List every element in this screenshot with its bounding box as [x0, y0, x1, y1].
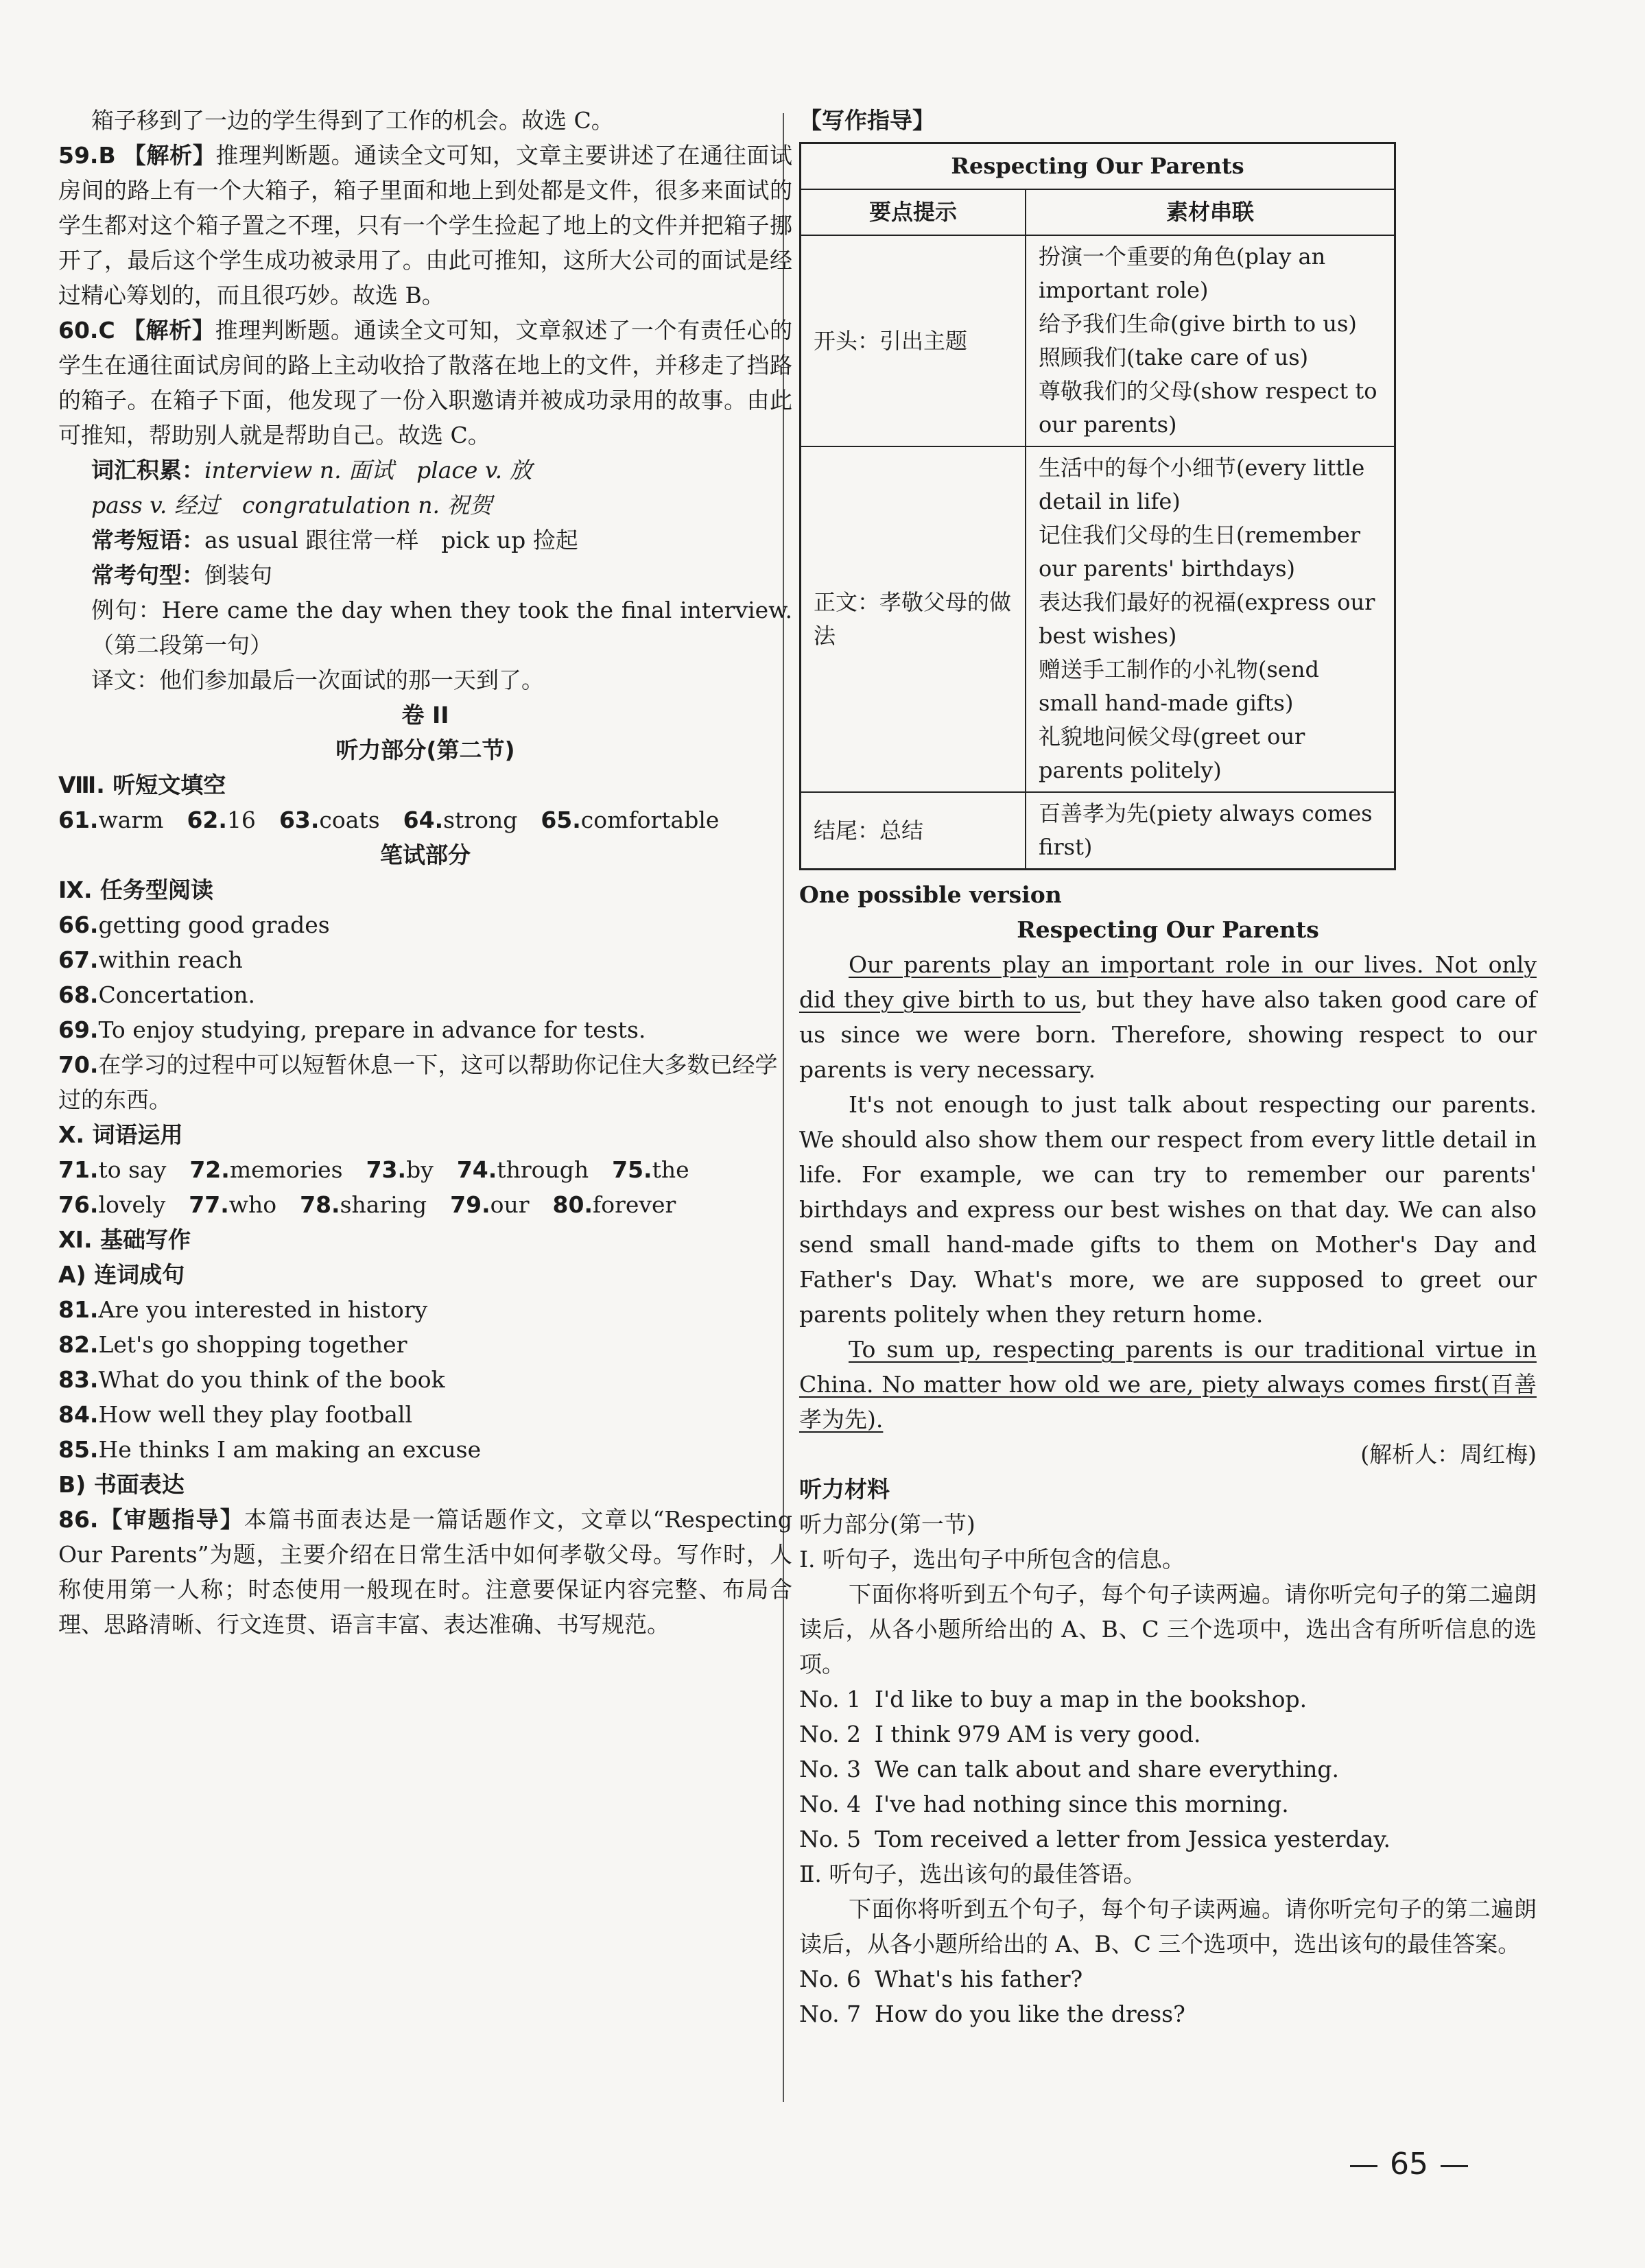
answer-line [58, 1327, 792, 1362]
answer-number: 81. [58, 1296, 99, 1323]
answer-number: 78. [300, 1191, 340, 1218]
material-item: 给予我们生命(give birth to us) [1039, 311, 1357, 337]
table-material-cell [1026, 235, 1395, 446]
table-point-cell: 正文：孝敬父母的做法 [801, 446, 1026, 792]
answer-text: He thinks I am making an excuse [98, 1436, 482, 1463]
table-material-cell [1026, 792, 1395, 870]
answer-number: 80. [552, 1191, 593, 1218]
answer-item [457, 1156, 589, 1183]
section-9-list [58, 907, 792, 1117]
section-10-row-2 [58, 1187, 792, 1222]
listening-item [799, 1961, 1537, 1996]
answer-text: To enjoy studying, prepare in advance for tests. [98, 1016, 646, 1043]
answer-line [58, 1292, 792, 1327]
example-line: 例句：Here came the day when they took the final interview.（第二段第一句） [91, 597, 792, 658]
answer-text: through [497, 1156, 589, 1183]
phrase-line: 常考短语：as usual 跟往常一样 pick up 捡起 [91, 527, 578, 553]
essay-paragraph-1: Our parents play an important role in our lives. Not only did they give birth to us, but they have also taken good care of us since we were born. Therefore, showing respect to our parents is very necessary. [799, 951, 1537, 1083]
item-text: Tom received a letter from Jessica yesterday. [875, 1826, 1391, 1852]
table-header-materials: 素材串联 [1026, 189, 1395, 235]
section-10-row-1 [58, 1152, 792, 1187]
translation-line: 译文：他们参加最后一次面试的那一天到了。 [91, 667, 544, 693]
section-8-answers [58, 802, 792, 837]
answer-text: within reach [98, 946, 243, 973]
answer-number: 61. [58, 807, 99, 833]
section-11-b-heading: B) 书面表达 [58, 1471, 185, 1498]
vocab-line: 词汇积累：interview n. 面试 place v. 放 [91, 457, 532, 484]
vocab-line-2: pass v. 经过 congratulation n. 祝贺 [91, 492, 493, 518]
item-text: I think 979 AM is very good. [875, 1721, 1201, 1747]
left-column [58, 103, 792, 1642]
section-11-list [58, 1292, 792, 1467]
answer-number: 72. [189, 1156, 230, 1183]
written-part-heading: 笔试部分 [380, 841, 471, 868]
section-8-heading: Ⅷ. 听短文填空 [58, 772, 226, 798]
answer-item [58, 807, 163, 833]
answer-text: lovely [98, 1191, 166, 1218]
answer-text: 16 [226, 807, 256, 833]
answer-text: forever [593, 1191, 676, 1218]
answer-text: warm [98, 807, 164, 833]
answer-59: 59.B 【解析】推理判断题。通读全文可知，文章主要讲述了在通往面试房间的路上有一个大箱子，箱子里面和地上到处都是文件，很多来面试的学生都对这个箱子置之不理，只有一个学生捡起了地上的文件并把箱子挪开了，最后这个学生成功被录用了。由此可推知，这所大公司的面试是经过精心筹划的，而且很巧妙。故选 B。 [58, 142, 792, 309]
listening-item [799, 1996, 1537, 2031]
item-number: No. 6 [799, 1966, 862, 1992]
listening-item [799, 1787, 1537, 1822]
table-title: Respecting Our Parents [801, 143, 1395, 190]
answer-number: 64. [403, 807, 444, 833]
answer-number: 70. [58, 1051, 99, 1078]
essay-paragraph-3: To sum up, respecting parents is our traditional virtue in China. No matter how old we are, piety always comes first(百善孝为先). [799, 1336, 1537, 1433]
item-number: No. 7 [799, 2001, 862, 2027]
answer-number: 83. [58, 1366, 99, 1393]
answer-text: Concertation. [98, 981, 255, 1008]
answer-number: 85. [58, 1436, 99, 1463]
table-point-cell: 结尾：总结 [801, 792, 1026, 870]
answer-text: sharing [340, 1191, 427, 1218]
section-2-items [799, 1961, 1537, 2031]
sentence-line: 常考句型：倒装句 [91, 562, 272, 588]
version-label: One possible version [799, 881, 1062, 908]
answer-number: 67. [58, 946, 99, 973]
answer-text: coats [319, 807, 380, 833]
answer-item [58, 1191, 165, 1218]
listening-item [799, 1752, 1537, 1787]
section-2-instructions: 下面你将听到五个句子，每个句子读两遍。请你听完句子的第二遍朗读后，从各小题所给出的 A、B、C 三个选项中，选出该句的最佳答案。 [799, 1896, 1537, 1957]
answer-item [403, 807, 518, 833]
listening-item [799, 1822, 1537, 1857]
answer-text: Let's go shopping together [98, 1331, 407, 1358]
answer-number: 84. [58, 1401, 99, 1428]
answer-text: comfortable [580, 807, 720, 833]
answer-text: How well they play football [98, 1401, 413, 1428]
material-item: 赠送手工制作的小礼物(send small hand-made gifts) [1039, 656, 1319, 716]
answer-text: our [490, 1191, 530, 1218]
material-item: 礼貌地问候父母(greet our parents politely) [1039, 724, 1305, 783]
essay-paragraph-2: It's not enough to just talk about respecting our parents. We should also show them our respect from every little detail in life. For example, we can try to remember our parents' birthdays and express our best wishes on that day. We can also send small hand-made gifts to them on Mother's Day and Father's Day. What's more, we are supposed to greet our parents politely when they return home. [799, 1091, 1537, 1328]
item-text: What's his father? [875, 1966, 1083, 1992]
material-item: 尊敬我们的父母(show respect to our parents) [1039, 378, 1377, 438]
section-11-heading: Ⅺ. 基础写作 [58, 1226, 191, 1253]
item-number: No. 5 [799, 1826, 862, 1852]
answer-number: 74. [456, 1156, 497, 1183]
answer-number: 75. [612, 1156, 652, 1183]
dash-right [1441, 2165, 1468, 2167]
answer-text: What do you think of the book [98, 1366, 445, 1393]
answer-text: who [228, 1191, 277, 1218]
answer-item [612, 1156, 689, 1183]
dash-left [1350, 2165, 1377, 2167]
analyst-credit: (解析人：周红梅) [1360, 1441, 1537, 1468]
item-number: No. 3 [799, 1756, 862, 1782]
answer-number: 76. [58, 1191, 99, 1218]
answer-text: memories [229, 1156, 343, 1183]
material-item: 生活中的每个小细节(every little detail in life) [1039, 455, 1365, 514]
answer-line [58, 1047, 792, 1117]
section-11-a-heading: A) 连词成句 [58, 1261, 185, 1288]
answer-text: Are you interested in history [98, 1296, 428, 1323]
answer-text: to say [98, 1156, 167, 1183]
answer-number: 62. [187, 807, 227, 833]
essay-title: Respecting Our Parents [1017, 916, 1319, 943]
answer-text: strong [443, 807, 518, 833]
answer-number: 79. [450, 1191, 490, 1218]
answer-item [279, 807, 380, 833]
material-item: 扮演一个重要的角色(play an important role) [1039, 243, 1326, 303]
table-point-cell: 开头：引出主题 [801, 235, 1026, 446]
answer-text: the [652, 1156, 689, 1183]
item-text: We can talk about and share everything. [875, 1756, 1340, 1782]
answer-line [58, 1362, 792, 1397]
page-number: 65 [1338, 2147, 1480, 2182]
answer-text: getting good grades [98, 911, 330, 938]
item-text: I'd like to buy a map in the bookshop. [875, 1686, 1307, 1712]
section-9-heading: Ⅸ. 任务型阅读 [58, 876, 214, 903]
answer-86: 86.【审题指导】本篇书面表达是一篇话题作文，文章以“Respecting Our Parents”为题，主要介绍在日常生活中如何孝敬父母。写作时，人称使用第一人称；时态使用一般现在时。注意要保证内容完整、布局合理、思路清晰、行文连贯、语言丰富、表达准确、书写规范。 [58, 1506, 792, 1638]
answer-item [300, 1191, 427, 1218]
answer-number: 77. [189, 1191, 229, 1218]
listening-part2-heading: 听力部分(第二节) [335, 737, 515, 763]
item-text: I've had nothing since this morning. [875, 1791, 1289, 1817]
answer-item [58, 1156, 166, 1183]
answer-number: 71. [58, 1156, 99, 1183]
material-item: 百善孝为先(piety always comes first) [1039, 800, 1373, 860]
section-1-items [799, 1682, 1537, 1857]
right-column [799, 103, 1537, 2031]
answer-line [58, 907, 792, 942]
answer-item [553, 1191, 676, 1218]
item-number: No. 1 [799, 1686, 862, 1712]
answer-item [189, 1191, 276, 1218]
answer-item [450, 1191, 529, 1218]
writing-guide-table [799, 142, 1396, 870]
answer-line [58, 1012, 792, 1047]
answer-item [366, 1156, 434, 1183]
listening-part1-heading: 听力部分(第一节) [799, 1511, 975, 1538]
answer-number: 63. [279, 807, 320, 833]
table-material-cell [1026, 446, 1395, 792]
section-2-heading: Ⅱ. 听句子，选出该句的最佳答语。 [799, 1861, 1146, 1887]
answer-line [58, 1432, 792, 1467]
item-number: No. 4 [799, 1791, 862, 1817]
answer-item [187, 807, 255, 833]
listening-item [799, 1682, 1537, 1717]
listening-material-heading: 听力材料 [799, 1476, 890, 1503]
section-1-heading: Ⅰ. 听句子，选出句子中所包含的信息。 [799, 1546, 1185, 1573]
listening-item [799, 1717, 1537, 1752]
paragraph: 箱子移到了一边的学生得到了工作的机会。故选 C。 [91, 107, 614, 134]
answer-60: 60.C 【解析】推理判断题。通读全文可知，文章叙述了一个有责任心的学生在通往面试房间的路上主动收拾了散落在地上的文件，并移走了挡路的箱子。在箱子下面，他发现了一份入职邀请并被成功录用的故事。由此可推知，帮助别人就是帮助自己。故选 C。 [58, 317, 793, 449]
material-item: 表达我们最好的祝福(express our best wishes) [1039, 589, 1375, 649]
answer-number: 65. [541, 807, 581, 833]
item-text: How do you like the dress? [875, 2001, 1185, 2027]
answer-line [58, 1397, 792, 1432]
section-10-heading: Ⅹ. 词语运用 [58, 1121, 183, 1148]
answer-line [58, 942, 792, 977]
answer-number: 68. [58, 981, 99, 1008]
answer-text: by [406, 1156, 434, 1183]
material-item: 记住我们父母的生日(remember our parents' birthdays) [1039, 522, 1361, 582]
answer-line [58, 977, 792, 1012]
answer-item [541, 807, 719, 833]
answer-number: 82. [58, 1331, 99, 1358]
writing-guide-heading: 【写作指导】 [799, 107, 935, 134]
answer-number: 69. [58, 1016, 99, 1043]
answer-text: 在学习的过程中可以短暂休息一下，这可以帮助你记住大多数已经学过的东西。 [58, 1051, 778, 1113]
material-item: 照顾我们(take care of us) [1039, 344, 1309, 370]
volume-heading: 卷 II [401, 702, 449, 728]
answer-item [189, 1156, 342, 1183]
answer-number: 66. [58, 911, 99, 938]
table-header-points: 要点提示 [801, 189, 1026, 235]
section-1-instructions: 下面你将听到五个句子，每个句子读两遍。请你听完句子的第二遍朗读后，从各小题所给出的 A、B、C 三个选项中，选出含有所听信息的选项。 [799, 1581, 1537, 1678]
item-number: No. 2 [799, 1721, 862, 1747]
answer-number: 73. [366, 1156, 407, 1183]
